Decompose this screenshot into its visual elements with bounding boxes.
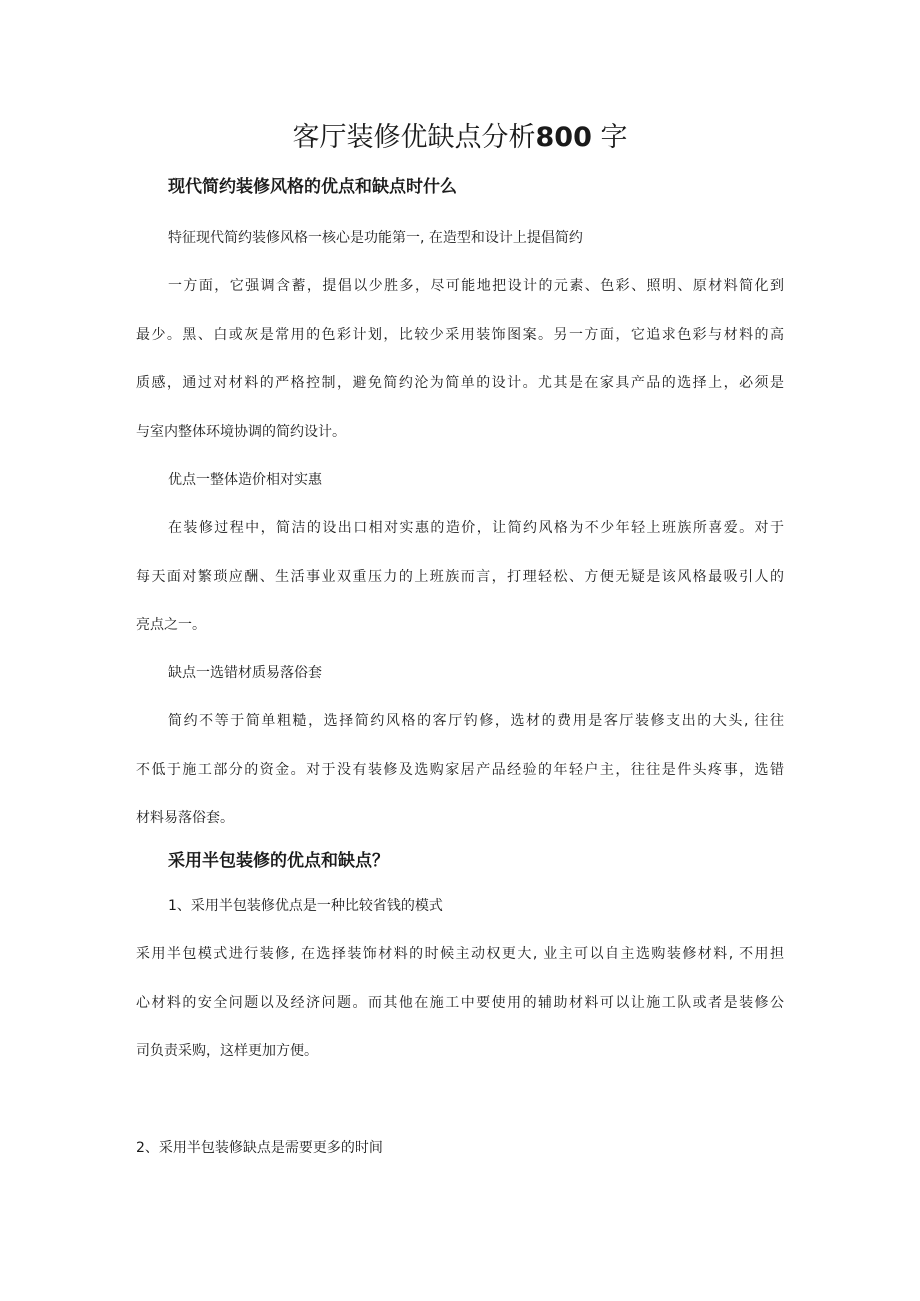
para1-line-2: 最少。黑、白或灰是常用的色彩计划，比较少采用装饰图案。另一方面，它追求色彩与材料的高 (136, 327, 784, 343)
para3-line-1: 简约不等于简单粗糙，选择简约风格的客厅钓修，选材的费用是客厅装修支出的大头, 往往 (168, 713, 784, 729)
para2-line-1: 在装修过程中，简洁的设出口相对实惠的造价，让简约风格为不少年轻上班族所喜爱。对于 (168, 520, 784, 536)
advantage-heading: 优点一整体造价相对实惠 (168, 472, 322, 488)
para1-line-1: 一方面，它强调含蓄，提倡以少胜多，尽可能地把设计的元素、色彩、照明、原材料简化到 (168, 278, 784, 294)
halfpack-disadvantage-heading: 2、采用半包装修缺点是需要更多的时间 (136, 1140, 383, 1156)
para3-line-2: 不低于施工部分的资金。对于没有装修及选购家居产品经验的年轻户主，往往是件头疼事，选错 (136, 762, 784, 778)
para3-line-3: 材料易落俗套。 (136, 810, 234, 826)
para4-line-1: 采用半包模式进行装修, 在选择装饰材料的时候主动权更大, 业主可以自主选购装修材料, 不用担 (136, 946, 784, 962)
title-suffix: 字 (600, 122, 628, 153)
para2-line-2: 每天面对繁琐应酬、生活事业双重压力的上班族而言，打理轻松、方便无疑是该风格最吸引人的 (136, 569, 784, 585)
title-number: 800 (535, 122, 592, 153)
para4-line-2: 心材料的安全问题以及经济问题。而其他在施工中要使用的辅助材料可以让施工队或者是装修公 (136, 995, 784, 1011)
para1-line-3: 质感，通过对材料的严格控制，避免简约沦为简单的设计。尤其是在家具产品的选择上，必须是 (136, 375, 784, 391)
para1-line-4: 与室内整体环境协调的简约设计。 (136, 424, 346, 440)
disadvantage-heading: 缺点一选错材质易落俗套 (168, 665, 322, 681)
halfpack-advantage-heading: 1、采用半包装修优点是一种比较省钱的模式 (168, 898, 443, 914)
para2-line-3: 亮点之一。 (136, 617, 206, 633)
heading-modern-style: 现代简约装修风格的优点和缺点时什么 (168, 177, 457, 197)
document-title (0, 118, 920, 158)
title-prefix: 客厅装修优缺点分析 (292, 122, 536, 153)
para4-line-3: 司负责采购，这样更加方便。 (136, 1043, 318, 1059)
heading-halfpack: 采用半包装修的优点和缺点？ (168, 851, 389, 871)
feature-line: 特征现代简约装修风格一核心是功能第一, 在造型和设计上提倡简约 (168, 230, 583, 246)
